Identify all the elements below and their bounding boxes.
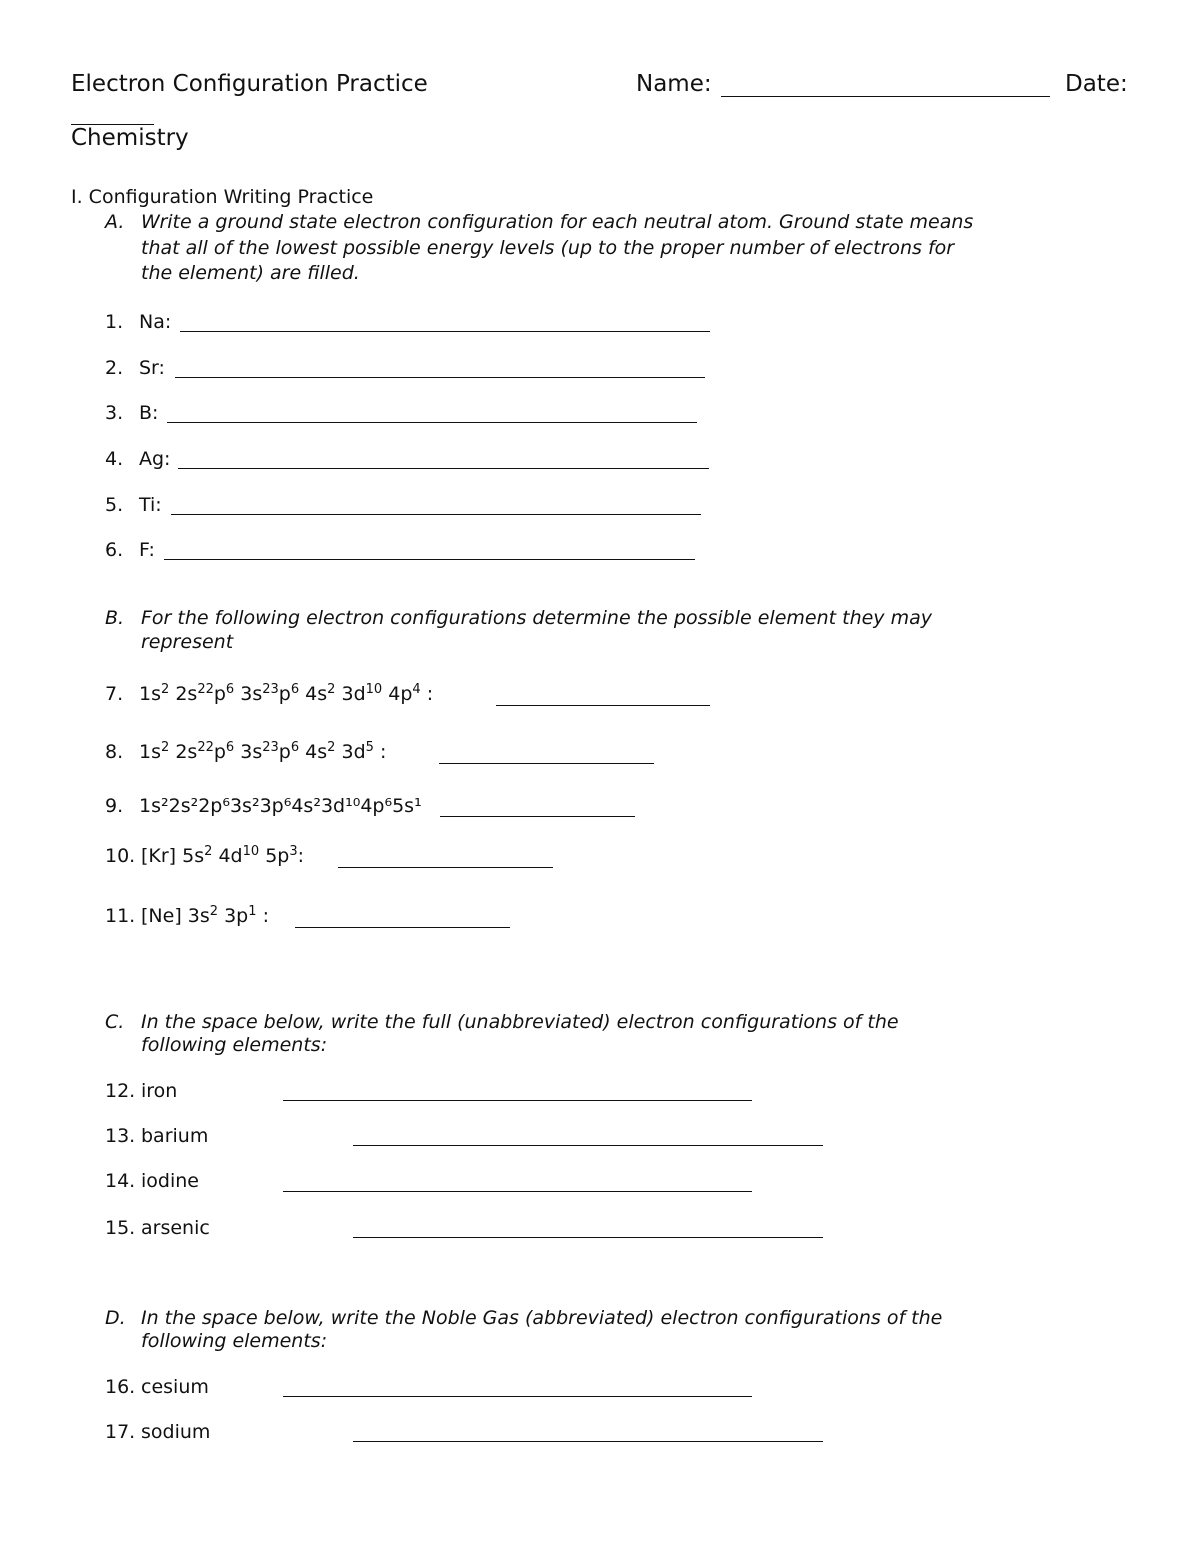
date-label: Date: — [1065, 71, 1128, 97]
part-c-letter: C. — [105, 1011, 125, 1033]
part-a-line-2: that all of the lowest possible energy levels (up to the proper number of electrons for — [141, 237, 955, 259]
answer-line-13[interactable] — [353, 1145, 823, 1146]
part-c-instructions — [105, 1011, 899, 1033]
part-a-line-3: the element) are filled. — [141, 262, 360, 284]
answer-line-16[interactable] — [283, 1396, 752, 1397]
answer-line-9[interactable] — [440, 816, 635, 817]
answer-line-14[interactable] — [283, 1191, 752, 1192]
part-c-line-1: In the space below, write the full (unabbreviated) electron configurations of the — [141, 1011, 899, 1033]
worksheet-title: Electron Configuration Practice — [71, 71, 428, 97]
config-11: [Ne] $3s^2$ $3p^1$ : — [141, 904, 269, 927]
subject-label: Chemistry — [71, 125, 189, 151]
name-label: Name: — [636, 71, 712, 97]
question-12: 12. iron — [105, 1080, 178, 1102]
question-14: 14. iodine — [105, 1170, 199, 1192]
question-3: 3. B: — [105, 402, 159, 424]
config-9: 1s²2s²2p⁶3s²3p⁶4s²3d¹⁰4p⁶5s¹ — [139, 795, 422, 817]
answer-line-11[interactable] — [295, 927, 510, 928]
part-d-letter: D. — [105, 1307, 126, 1329]
part-d-line-2: following elements: — [141, 1330, 328, 1352]
question-2: 2. Sr: — [105, 357, 165, 379]
answer-line-17[interactable] — [353, 1441, 823, 1442]
question-8: 8. $1s^2$ $2s^{22}p^6$ $3s^{23}p^6$ $4s^2$ $3d^5$ : — [105, 740, 387, 763]
part-a-instructions — [105, 211, 973, 233]
config-10: [Kr] $5s^2$ $4d^{10}$ $5p^3$: — [141, 844, 305, 867]
answer-line-6[interactable] — [164, 559, 695, 560]
question-10: 10. [Kr] $5s^2$ $4d^{10}$ $5p^3$: — [105, 844, 305, 867]
answer-line-1[interactable] — [180, 331, 710, 332]
question-16: 16. cesium — [105, 1376, 209, 1398]
part-b-letter: B. — [105, 607, 125, 629]
answer-line-3[interactable] — [167, 422, 697, 423]
answer-line-7[interactable] — [496, 705, 710, 706]
section-title: I. Configuration Writing Practice — [71, 186, 374, 208]
part-d-instructions — [105, 1307, 942, 1329]
question-5: 5. Ti: — [105, 494, 162, 516]
question-1: 1. Na: — [105, 311, 172, 333]
question-17: 17. sodium — [105, 1421, 211, 1443]
question-11: 11. [Ne] $3s^2$ $3p^1$ : — [105, 904, 269, 927]
question-15: 15. arsenic — [105, 1217, 210, 1239]
part-c-line-2: following elements: — [141, 1034, 328, 1056]
part-b-instructions — [105, 607, 932, 629]
part-a-letter: A. — [105, 211, 125, 233]
answer-line-15[interactable] — [353, 1237, 823, 1238]
part-d-line-1: In the space below, write the Noble Gas (abbreviated) electron configurations of the — [141, 1307, 943, 1329]
config-7: $1s^2$ $2s^{22}p^6$ $3s^{23}p^6$ $4s^2$ $3d^{10}$ $4p^4$ : — [139, 682, 434, 705]
question-4: 4. Ag: — [105, 448, 171, 470]
part-b-line-1: For the following electron configurations determine the possible element they may — [141, 607, 932, 629]
answer-line-8[interactable] — [439, 763, 654, 764]
name-field-line[interactable] — [721, 96, 1050, 97]
question-7: 7. $1s^2$ $2s^{22}p^6$ $3s^{23}p^6$ $4s^2$ $3d^{10}$ $4p^4$ : — [105, 682, 434, 705]
answer-line-2[interactable] — [175, 377, 705, 378]
question-6: 6. F: — [105, 539, 155, 561]
part-a-line-1: Write a ground state electron configuration for each neutral atom. Ground state means — [141, 211, 974, 233]
part-b-line-2: represent — [141, 631, 234, 653]
config-8: $1s^2$ $2s^{22}p^6$ $3s^{23}p^6$ $4s^2$ $3d^5$ : — [139, 740, 387, 763]
question-9: 9. 1s²2s²2p⁶3s²3p⁶4s²3d¹⁰4p⁶5s¹ — [105, 795, 422, 817]
answer-line-4[interactable] — [178, 468, 709, 469]
question-13: 13. barium — [105, 1125, 209, 1147]
answer-line-5[interactable] — [171, 514, 701, 515]
answer-line-12[interactable] — [283, 1100, 752, 1101]
answer-line-10[interactable] — [338, 867, 553, 868]
